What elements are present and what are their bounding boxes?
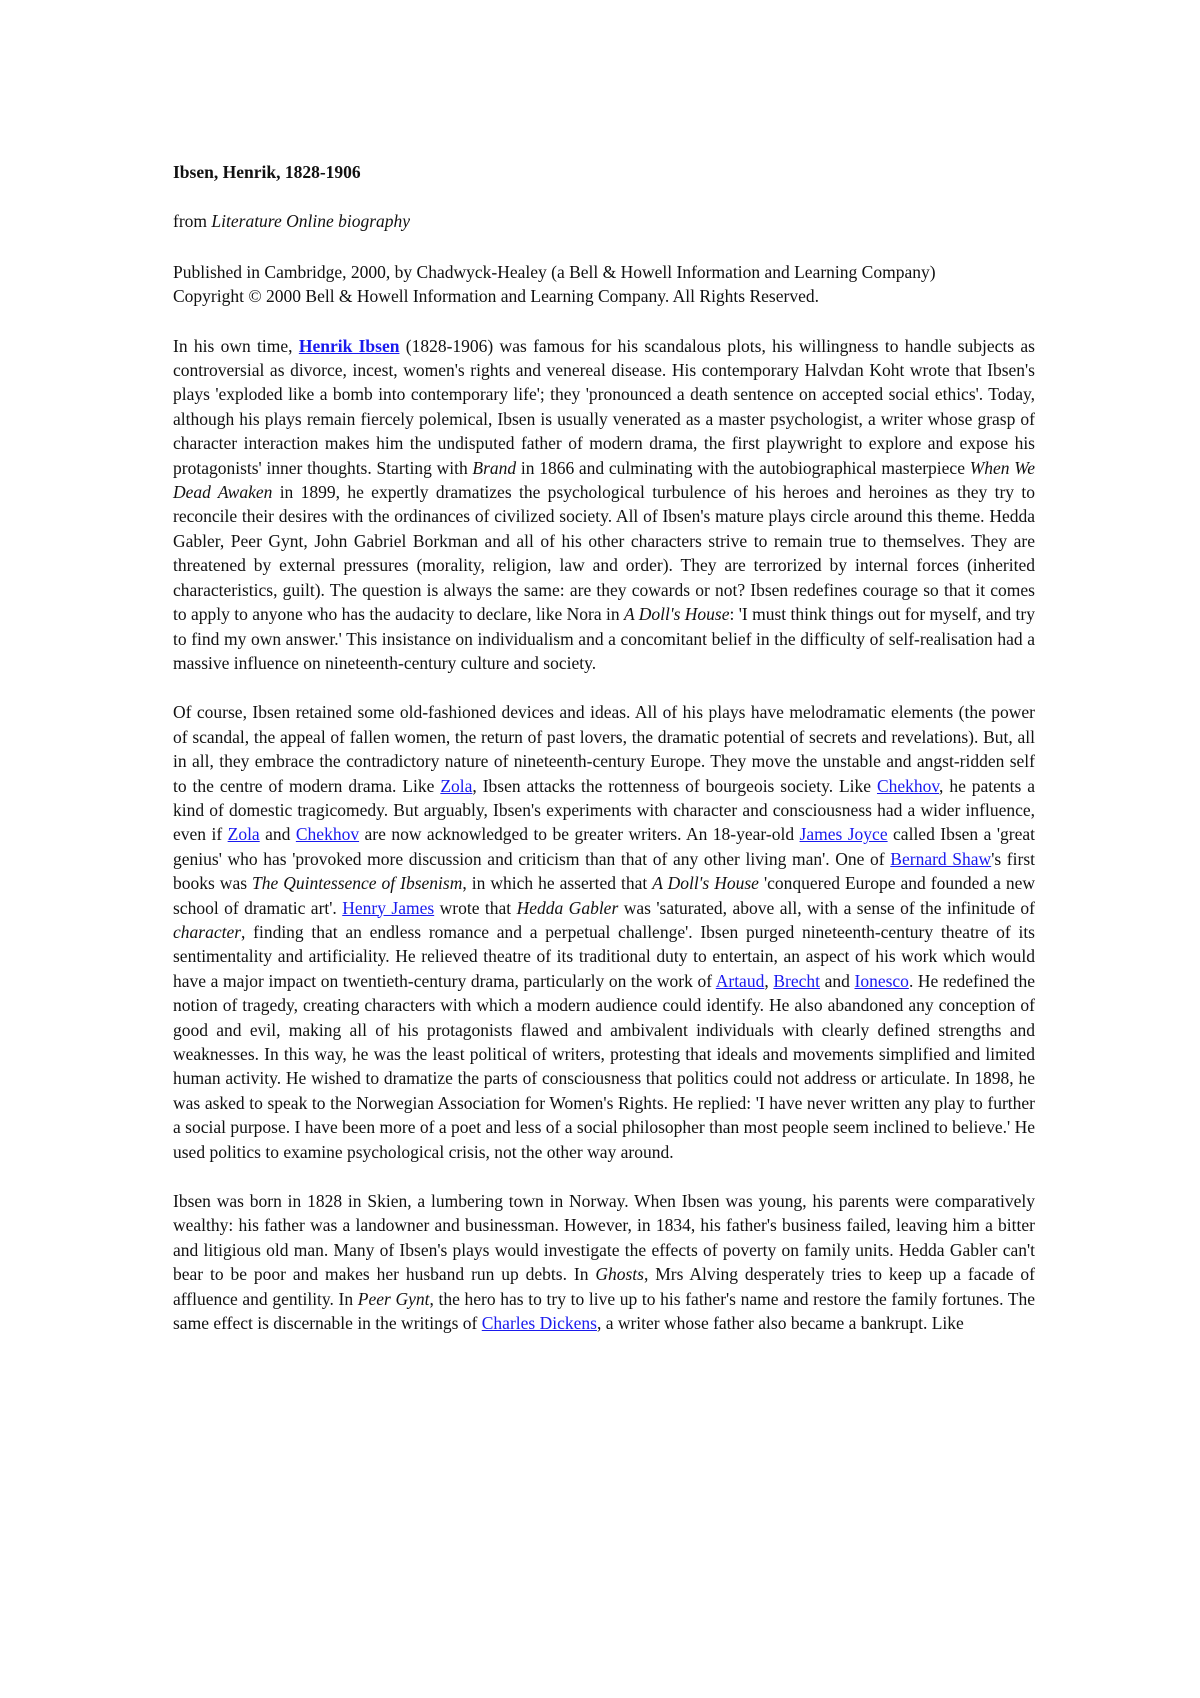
text-run: , a writer whose father also became a bankrupt. Like — [596, 1313, 964, 1334]
link-henrik-ibsen[interactable]: Henrik Ibsen — [298, 335, 400, 356]
link-chekhov[interactable]: Chekhov — [876, 775, 940, 796]
italic-title: Ghosts — [595, 1264, 644, 1285]
biography-body — [173, 334, 1035, 1336]
text-run: 'conquered Europe and founded a new school of dramatic art'. — [173, 873, 1035, 918]
link-zola[interactable]: Zola — [227, 824, 260, 845]
publication-block — [173, 260, 1035, 309]
link-bernard-shaw[interactable]: Bernard Shaw — [890, 848, 992, 869]
text-run: in 1899, he expertly dramatizes the psychological turbulence of his heroes and heroines as they try to reconcile their desires with the ordinances of civilized society. All of Ibsen's mature plays circle around this theme. Hedda Gabler, Peer Gynt, John Gabriel Borkman and all of his other characters strive to remain true to themselves. They are threatened by external pressures (morality, religion, law and order). They are terrorized by internal forces (inherited characteristics, guilt). The question is always the same: are they cowards or not? Ibsen redefines courage so that it comes to apply to anyone who has the audacity to declare, like Nora in — [173, 482, 1035, 625]
body-paragraph — [173, 700, 1035, 1164]
document-title: Ibsen, Henrik, 1828-1906 — [173, 162, 361, 182]
source-title: Literature Online biography — [211, 211, 411, 232]
italic-title: Peer Gynt — [357, 1288, 430, 1309]
text-run: was 'saturated, above all, with a sense of the infinitude of — [618, 897, 1036, 918]
italic-title: The Quintessence of Ibsenism — [252, 873, 463, 894]
text-run: wrote that — [434, 897, 517, 918]
text-run: (1828-1906) was famous for his scandalous plots, his willingness to handle subjects as controversial as divorce, incest, women's rights and venereal disease. His contemporary Halvdan Koht wrote that Ibsen's plays 'exploded like a bomb into contemporary life'; they 'pronounced a death sentence on accepted social ethics'. Today, although his plays remain fiercely polemical, Ibsen is usually venerated as a master psychologist, a writer whose grasp of character interaction makes him the undisputed father of modern drama, the first playwright to explore and expose his protagonists' inner thoughts. Starting with — [173, 335, 1035, 478]
text-run: and — [259, 824, 296, 845]
text-run: are now acknowledged to be greater writers. An 18-year-old — [359, 824, 800, 845]
text-run: , Ibsen attacks the rottenness of bourgeois society. Like — [472, 775, 877, 796]
text-run: in 1866 and culminating with the autobiographical masterpiece — [516, 457, 970, 478]
text-run: , in which he asserted that — [462, 873, 653, 894]
text-run: , the hero has to try to live up to his father's name and restore the family fortunes. The same effect is discernable in the writings of — [173, 1288, 1035, 1334]
text-run: 's first books was — [173, 848, 1036, 894]
copyright-notice: Copyright © 2000 Bell & Howell Information and Learning Company. All Rights Reserved. — [173, 286, 819, 307]
text-run: . He redefined the notion of tragedy, creating characters with which a modern audience could identify. He also abandoned any conception of good and evil, making all of his protagonists flawed and ambivalent individuals with clearly defined strengths and weaknesses. In this way, he was the least political of writers, protesting that ideals and movements simplified and limited human activity. He wished to dramatize the parts of consciousness that politics could not address or articulate. In 1898, he was asked to speak to the Norwegian Association for Women's Rights. He replied: 'I have never written any play to further a social purpose. I have been more of a poet and less of a social philosopher than most people seem inclined to believe.' He used politics to examine psychological crisis, not the other way around. — [173, 970, 1036, 1162]
link-artaud[interactable]: Artaud — [715, 970, 765, 991]
text-run: called Ibsen a 'great genius' who has 'provoked more discussion and criticism than that of any other living man'. One of — [173, 824, 1035, 869]
source-line — [173, 209, 1035, 233]
italic-title: A Doll's House — [623, 604, 730, 625]
link-charles-dickens[interactable]: Charles Dickens — [481, 1313, 597, 1334]
italic-title: Brand — [472, 457, 517, 478]
text-run: and — [820, 970, 855, 991]
text-run: , — [764, 970, 774, 991]
source-prefix: from — [173, 211, 212, 232]
document-page — [173, 160, 1035, 1360]
link-henry-james[interactable]: Henry James — [342, 897, 435, 918]
link-zola[interactable]: Zola — [440, 775, 473, 796]
text-run: , finding that an endless romance and a perpetual challenge'. Ibsen purged nineteenth-century theatre of its sentimentality and artificiality. He relieved theatre of its traditional duty to entertain, an aspect of his work which would have a major impact on twentieth-century drama, particularly on the work of — [173, 921, 1035, 991]
text-run: Ibsen was born in 1828 in Skien, a lumbering town in Norway. When Ibsen was young, his parents were comparatively wealthy: his father was a landowner and businessman. However, in 1834, his father's business failed, leaving him a bitter and litigious old man. Many of Ibsen's plays would investigate the effects of poverty on family units. Hedda Gabler can't bear to be poor and makes her husband run up debts. In — [173, 1191, 1035, 1285]
text-run: , he patents a kind of domestic tragicomedy. But arguably, Ibsen's experiments with character and consciousness had a wider influence, even if — [173, 775, 1036, 845]
link-chekhov[interactable]: Chekhov — [295, 824, 360, 845]
text-run: Of course, Ibsen retained some old-fashioned devices and ideas. All of his plays have melodramatic elements (the power of scandal, the appeal of fallen women, the return of past lovers, the dramatic potential of secrets and revelations). But, all in all, they embrace the contradictory nature of nineteenth-century Europe. They move the unstable and angst-ridden self to the centre of modern drama. Like — [173, 702, 1035, 796]
link-ionesco[interactable]: Ionesco — [854, 970, 909, 991]
italic-title: When We Dead Awaken — [173, 457, 1035, 503]
text-run: , Mrs Alving desperately tries to keep up a facade of affluence and gentility. In — [173, 1264, 1036, 1309]
italic-title: Hedda Gabler — [516, 897, 619, 918]
text-run: : 'I must think things out for myself, and try to find my own answer.' This insistance on individualism and a concomitant belief in the difficulty of self-realisation had a massive influence on nineteenth-century culture and society. — [173, 604, 1035, 673]
link-brecht[interactable]: Brecht — [773, 970, 820, 991]
link-james-joyce[interactable]: James Joyce — [799, 824, 888, 845]
publication-info: Published in Cambridge, 2000, by Chadwyck-Healey (a Bell & Howell Information and Learning Company) — [173, 261, 936, 282]
italic-title: A Doll's House — [652, 873, 759, 894]
body-paragraph — [173, 334, 1035, 676]
text-run: In his own time, — [173, 335, 299, 356]
italic-title: character — [173, 921, 242, 942]
body-paragraph — [173, 1189, 1035, 1335]
